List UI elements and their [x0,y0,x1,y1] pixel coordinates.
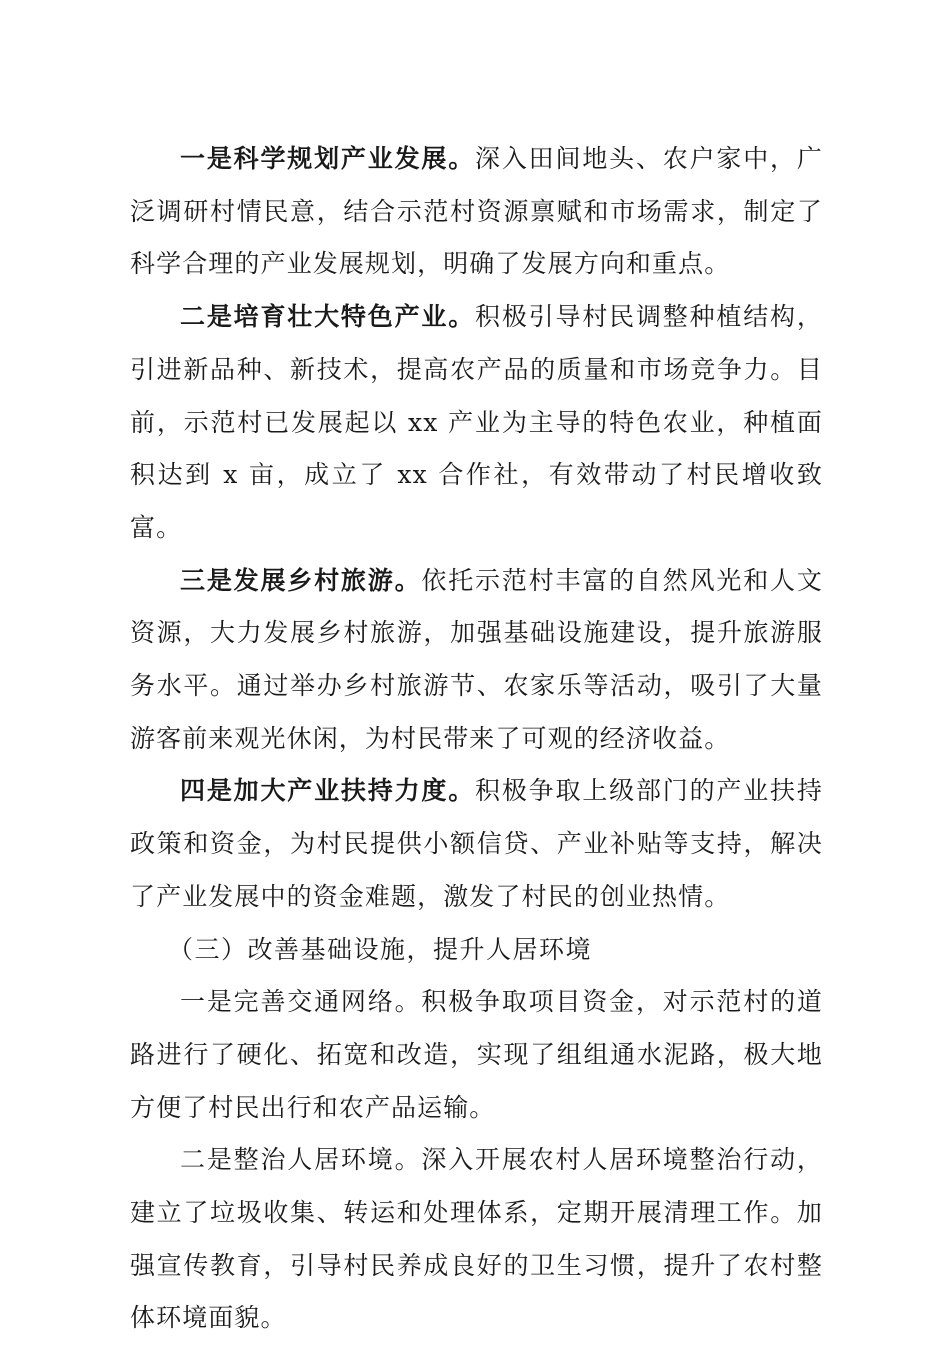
section-heading: （三）改善基础设施，提升人居环境 [168,934,593,964]
paragraph-rural-tourism [130,555,823,766]
paragraph-lead: 三是发展乡村旅游。 [180,565,422,595]
paragraph-industry-planning [130,133,823,291]
document-body [130,133,823,1345]
paragraph-transport-network [130,976,823,1134]
paragraph-lead: 二是培育壮大特色产业。 [180,302,476,332]
paragraph-text: 积极引导村民调整种植结构，引进新品种、新技术，提高农产品的质量和市场竞争力。目前，示范村已发展起以 xx 产业为主导的特色农业，种植面积达到 x 亩，成立了 xx 合作社，有效带动了村民增收致富。 [130,302,823,542]
paragraph-text: 依托示范村丰富的自然风光和人文资源，大力发展乡村旅游，加强基础设施建设，提升旅游服务水平。通过举办乡村旅游节、农家乐等活动，吸引了大量游客前来观光休闲，为村民带来了可观的经济收益。 [130,565,823,753]
paragraph-text: 一是完善交通网络。积极争取项目资金，对示范村的道路进行了硬化、拓宽和改造，实现了组组通水泥路，极大地方便了村民出行和农产品运输。 [130,987,823,1122]
paragraph-text: 深入田间地头、农户家中，广泛调研村情民意，结合示范村资源禀赋和市场需求，制定了科学合理的产业发展规划，明确了发展方向和重点。 [130,144,823,279]
paragraph-industry-support [130,765,823,923]
paragraph-lead: 四是加大产业扶持力度。 [180,776,476,806]
paragraph-text: 积极争取上级部门的产业扶持政策和资金，为村民提供小额信贷、产业补贴等支持，解决了产业发展中的资金难题，激发了村民的创业热情。 [130,776,823,911]
paragraph-specialty-industry [130,291,823,555]
paragraph-lead: 一是科学规划产业发展。 [180,144,476,173]
paragraph-text: 二是整治人居环境。深入开展农村人居环境整治行动，建立了垃圾收集、转运和处理体系，定期开展清理工作。加强宣传教育，引导村民养成良好的卫生习惯，提升了农村整体环境面貌。 [130,1145,823,1333]
paragraph-living-environment [130,1134,823,1345]
